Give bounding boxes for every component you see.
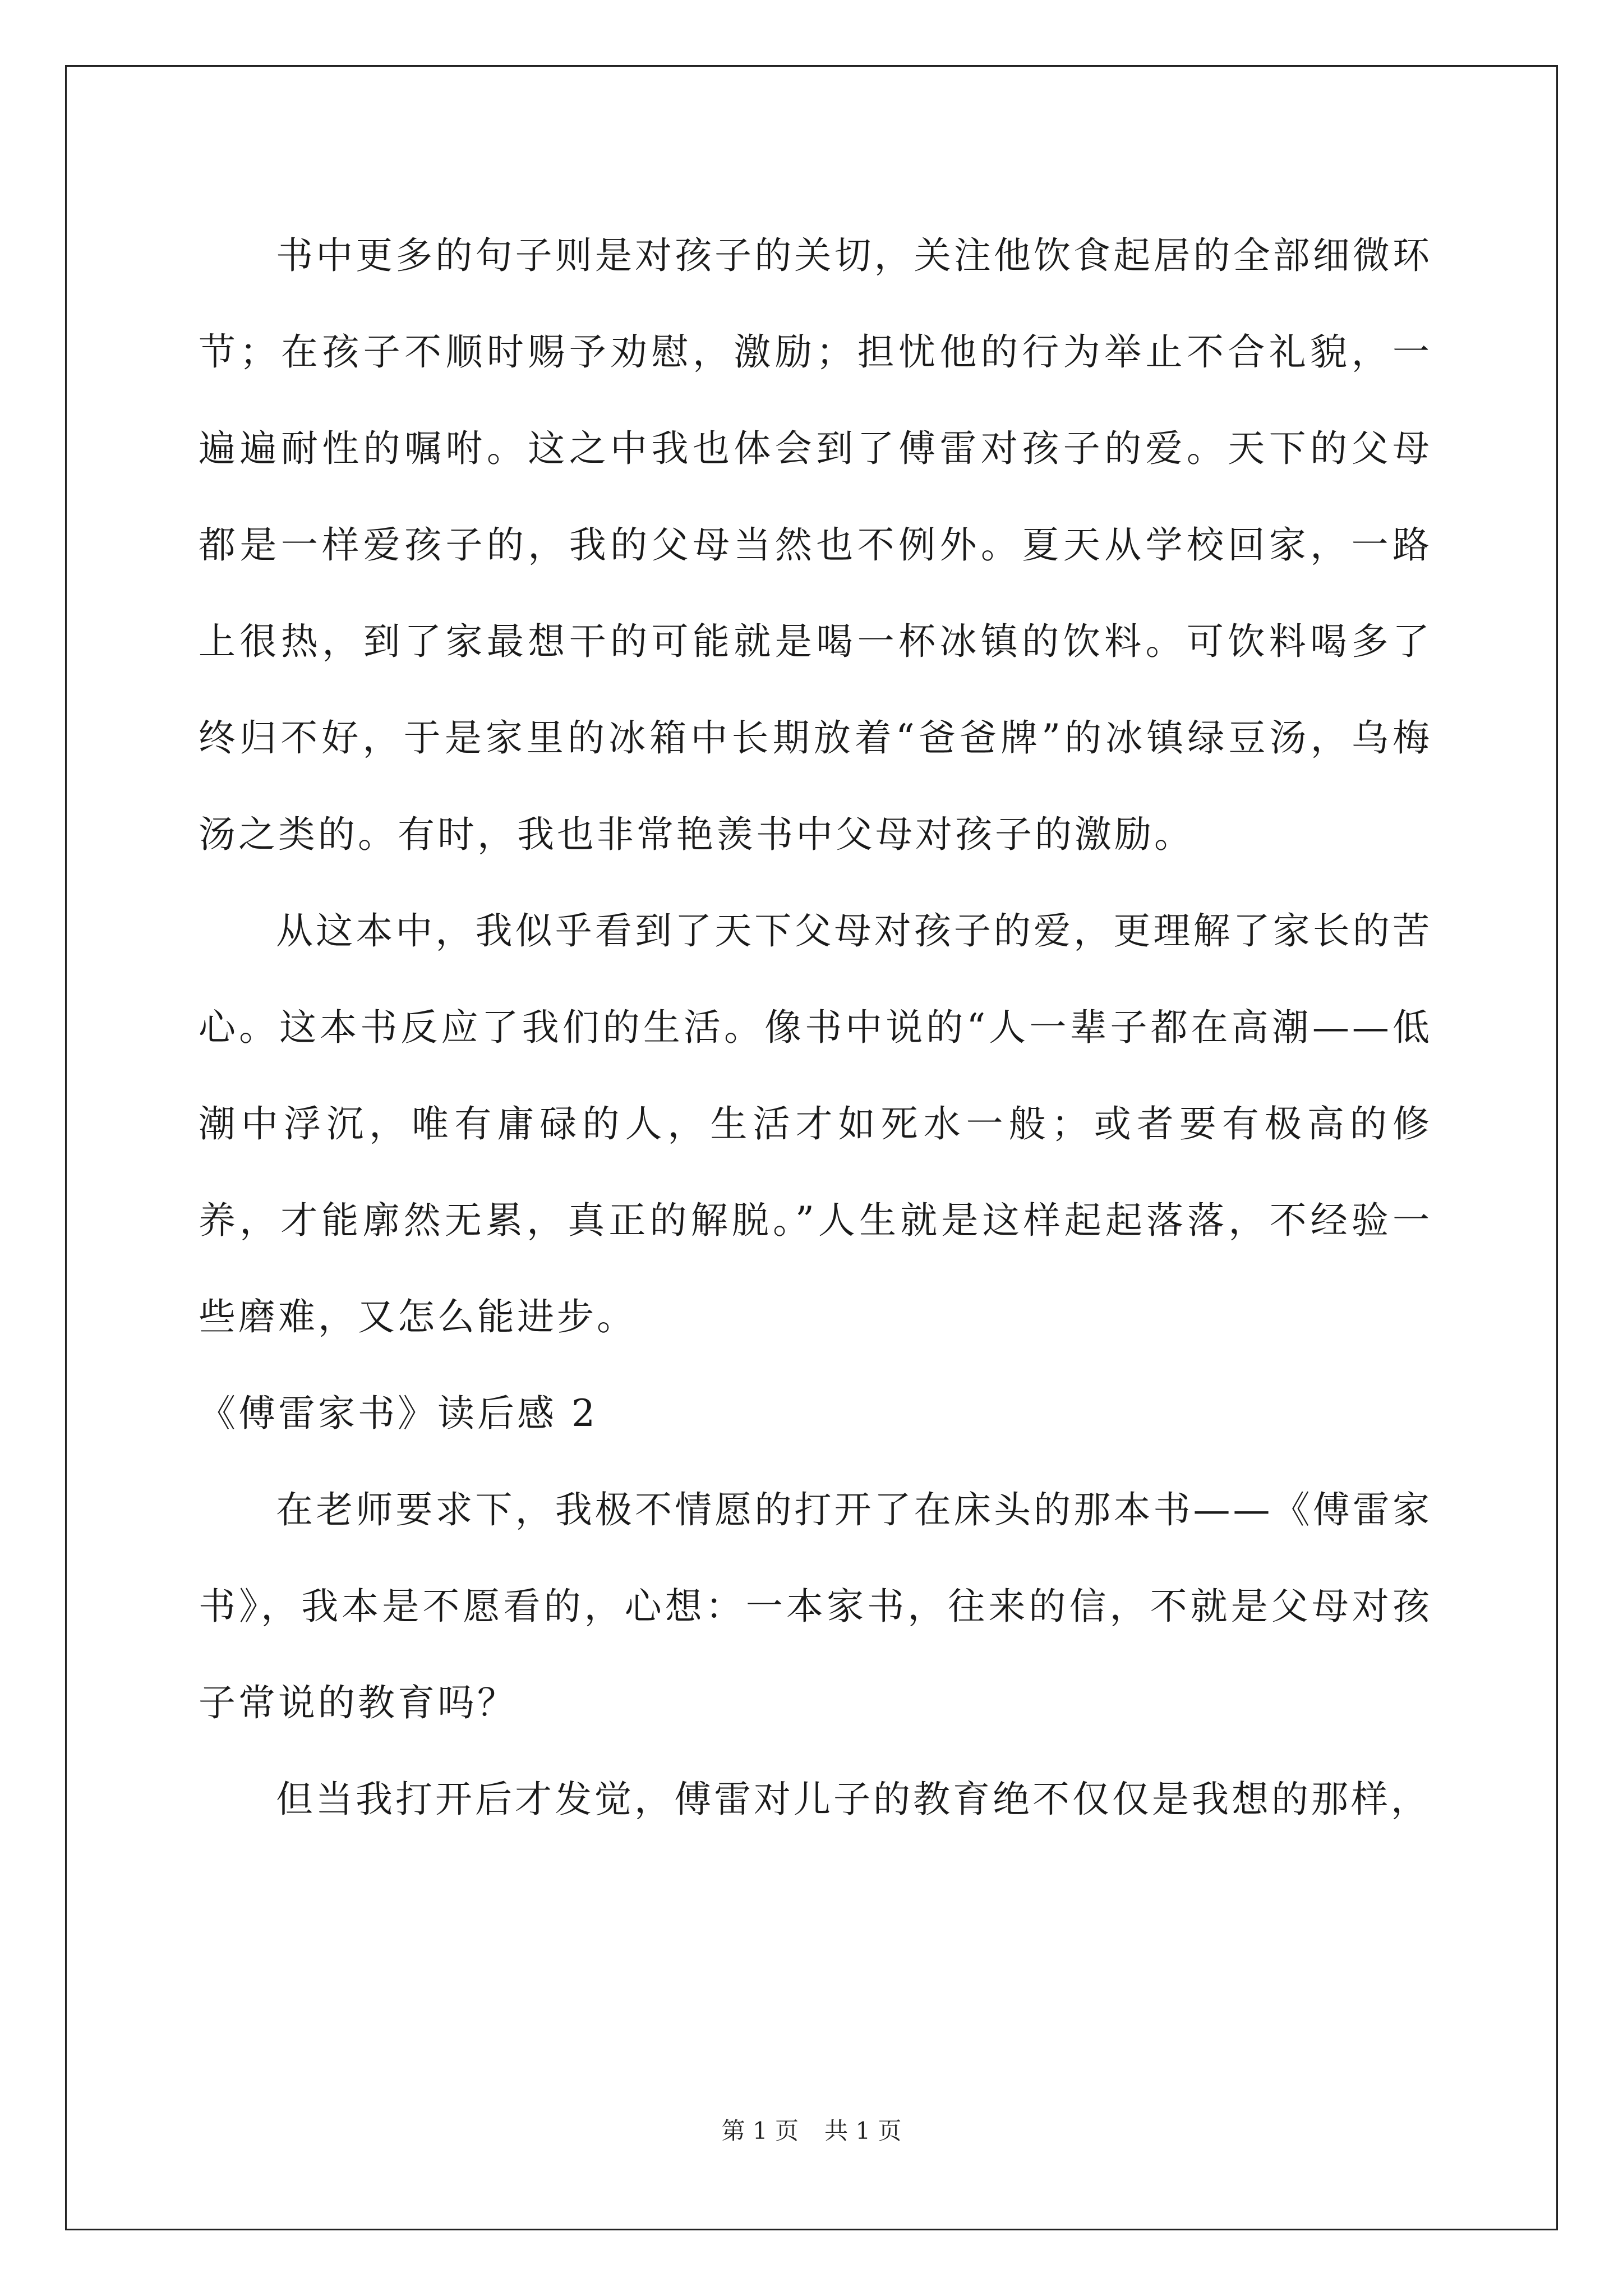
paragraph-2: 从这本中，我似乎看到了天下父母对孩子的爱，更理解了家长的苦心。这本书反应了我们的生活。像书中说的“人一辈子都在高潮——低潮中浮沉，唯有庸碌的人，生活才如死水一般；或者要有极高的修养，才能廓然无累，真正的解脱。”人生就是这样起起落落，不经验一些磨难，又怎么能进步。 — [199, 909, 1432, 1338]
paragraph-3: 在老师要求下，我极不情愿的打开了在床头的那本书——《傅雷家书》，我本是不愿看的，心想：一本家书，往来的信，不就是父母对孩子常说的教育吗？ — [199, 1488, 1432, 1724]
page-number: 第 1 页 — [721, 2117, 799, 2145]
page-total: 共 1 页 — [824, 2117, 902, 2145]
document-body — [199, 208, 1432, 1848]
page-footer — [0, 2113, 1623, 2146]
paragraph-1: 书中更多的句子则是对孩子的关切，关注他饮食起居的全部细微环节；在孩子不顺时赐予劝慰，激励；担忧他的行为举止不合礼貌，一遍遍耐性的嘱咐。这之中我也体会到了傅雷对孩子的爱。天下的父母都是一样爱孩子的，我的父母当然也不例外。夏天从学校回家，一路上很热，到了家最想干的可能就是喝一杯冰镇的饮料。可饮料喝多了终归不好，于是家里的冰箱中长期放着“爸爸牌”的冰镇绿豆汤，乌梅汤之类的。有时，我也非常艳羡书中父母对孩子的激励。 — [199, 234, 1432, 856]
section-heading: 《傅雷家书》读后感 2 — [199, 1392, 598, 1435]
paragraph-4: 但当我打开后才发觉，傅雷对儿子的教育绝不仅仅是我想的那样， — [276, 1778, 1431, 1821]
